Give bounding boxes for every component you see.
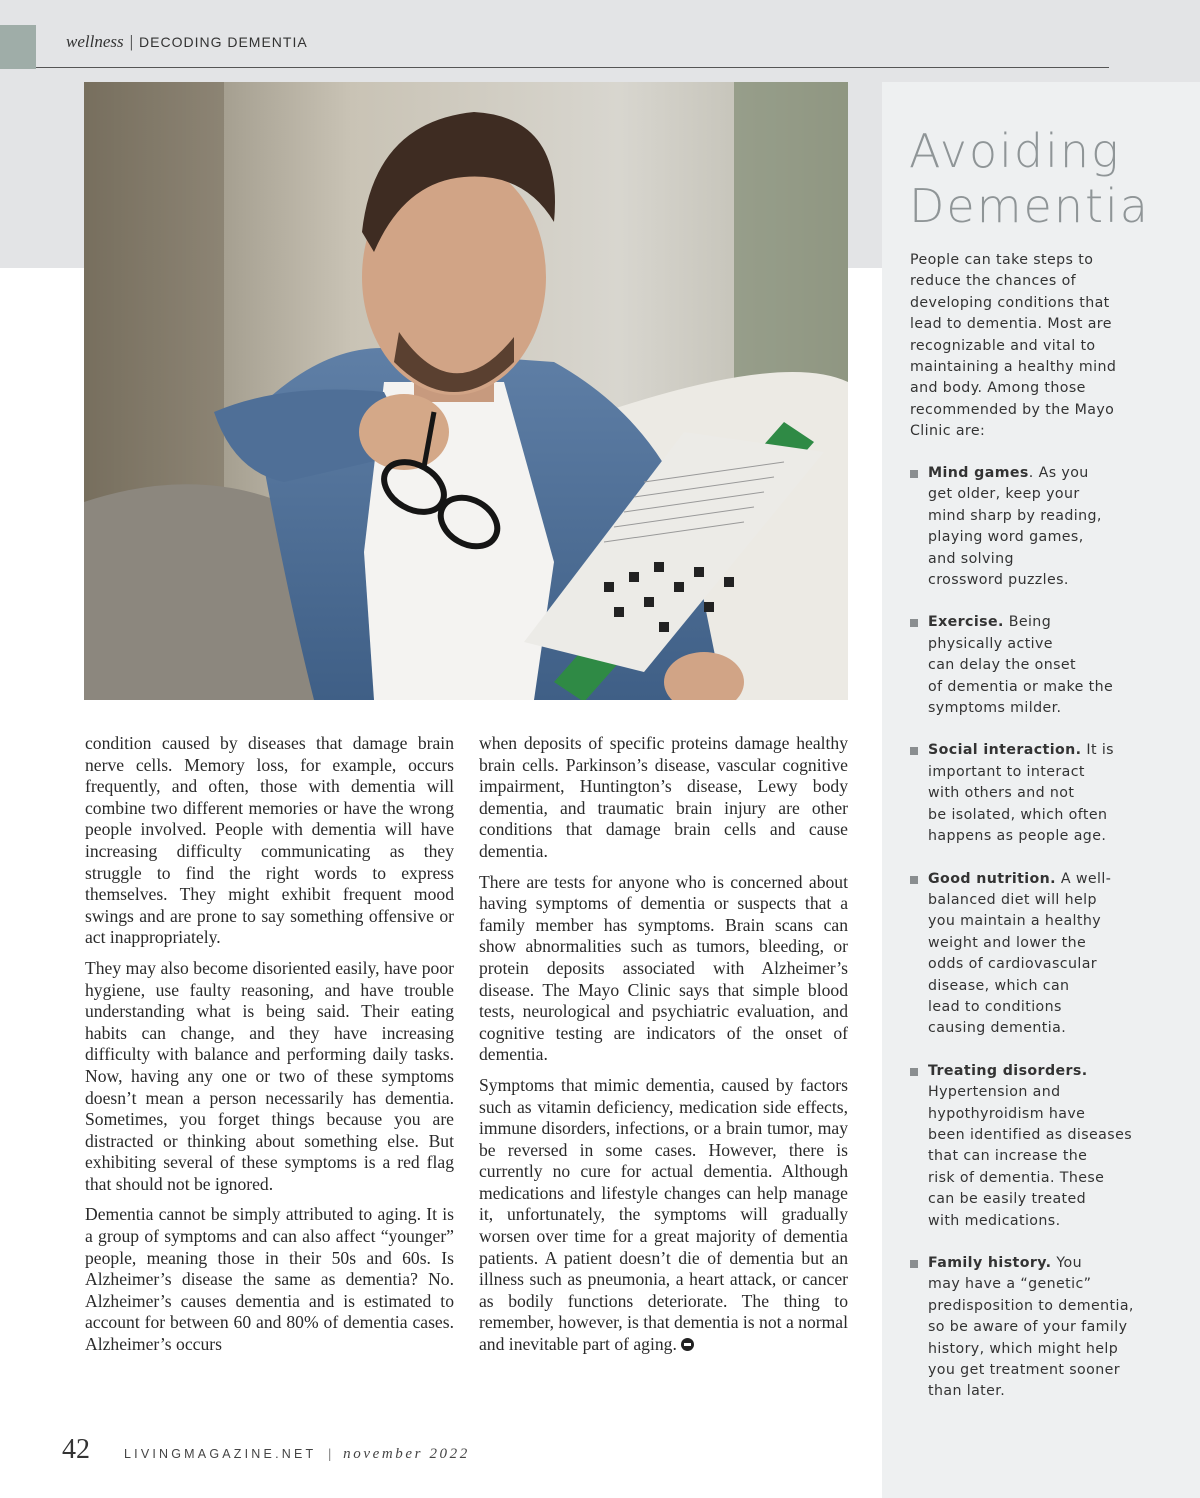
footer-line (124, 1446, 470, 1463)
sidebar-title (909, 124, 1179, 234)
article-column-1 (85, 733, 454, 1365)
sidebar-intro: People can take steps to reduce the chances of developing conditions that lead to dementia. Most are recognizable and vital to maintaining a healthy mind and body. Among those recommended by the Mayo Clinic are: (910, 252, 1117, 440)
header-rule (36, 67, 1109, 68)
sidebar-title-line1: Avoiding (909, 124, 1121, 178)
tip-heading: Family history. (928, 1255, 1052, 1271)
tip-text: You may have a “genetic” predisposition to dementia, so be aware of your family history, which might help you get treatment sooner than later. (928, 1255, 1134, 1400)
header-topic: DECODING DEMENTIA (139, 34, 308, 50)
tip-mind-games (910, 463, 1145, 591)
tip-good-nutrition (910, 869, 1145, 1040)
tip-heading: Mind games (928, 465, 1029, 481)
article-paragraph: condition caused by diseases that damage brain nerve cells. Memory loss, for example, occurs frequently, and often, those with dementia will combine two different memories or have the wrong people involved. People with dementia will have increasing difficulty communicating as they struggle to find the right words to express themselves. They might exhibit frequent mood swings and are prone to say something offensive or act inappropriately. (85, 733, 454, 948)
tip-heading: Treating disorders. (928, 1062, 1088, 1079)
tip-text: Being physically active can delay the onset of dementia or make the symptoms milder. (928, 614, 1114, 717)
tip-text: . As you get older, keep your mind sharp by reading, playing word games, and solving crossword puzzles. (928, 465, 1102, 589)
running-header (66, 32, 308, 52)
article-column-2 (479, 733, 848, 1365)
tip-family-history (910, 1253, 1145, 1403)
tip-heading: Social interaction. (928, 742, 1082, 759)
sidebar-tips-list (910, 463, 1145, 1424)
tip-text: Hypertension and hypothyroidism have been identified as diseases that can increase the risk of dementia. These can be easily treated with medications. (928, 1084, 1132, 1229)
end-of-article-icon (681, 1338, 694, 1351)
section-tab-marker (0, 25, 36, 69)
tip-text: A well- balanced diet will help you maintain a healthy weight and lower the odds of cardiovascular disease, which can lead to conditions causing dementia. (928, 870, 1112, 1037)
tip-treating-disorders (910, 1061, 1145, 1232)
article-paragraph-last (479, 1075, 848, 1356)
tip-exercise (910, 612, 1145, 719)
section-name: wellness (66, 32, 124, 51)
article-paragraph: There are tests for anyone who is concerned about having symptoms of dementia or suspects that a family member has symptoms. Brain scans can show abnormalities such as tumors, bleeding, or protein deposits associated with Alzheimer’s disease. The Mayo Clinic says that simple blood tests, neurological and psychiatric evaluation, and cognitive testing are indicators of the onset of dementia. (479, 871, 848, 1065)
square-bullet-icon (910, 619, 918, 627)
page-number: 42 (62, 1434, 90, 1465)
tip-text: It is important to interact with others and not be isolated, which often happens as people age. (928, 742, 1114, 845)
square-bullet-icon (910, 470, 918, 478)
article-paragraph: They may also become disoriented easily, have poor hygiene, use faulty reasoning, and have trouble understanding what is being said. Their eating habits can change, and they have increasing difficulty with balance and performing daily tasks. Now, having any one or two of these symptoms doesn’t mean a person necessarily has dementia. Sometimes, you forget things because you are distracted or thinking about something else. But exhibiting several of these symptoms is a red flag that should not be ignored. (85, 957, 454, 1194)
footer-site: LIVINGMAGAZINE.NET (124, 1447, 317, 1461)
article-paragraph: when deposits of specific proteins damage healthy brain cells. Parkinson’s disease, vascular cognitive impairment, Huntington’s disease, Lewy body dementia, and traumatic brain injury are other conditions that damage brain cells and cause dementia. (479, 733, 848, 861)
sidebar-title-line2: Dementia (909, 179, 1150, 233)
article-paragraph-text: Symptoms that mimic dementia, caused by factors such as vitamin deficiency, medication side effects, immune disorders, infections, or a brain tumor, may be reversed in some cases. However, there is currently no cure for actual dementia. Although medications and lifestyle changes can help manage it, unfortunately, the symptoms will gradually worsen over time for a great majority of dementia patients. A patient doesn’t die of dementia but an illness such as pneumonia, a heart attack, or cancer as bodily functions deteriorate. The thing to remember, however, is that dementia is not a normal and inevitable part of aging. (479, 1074, 848, 1355)
article-paragraph: Dementia cannot be simply attributed to aging. It is a group of symptoms and can also affect “younger” people, meaning those in their 50s and 60s. Is Alzheimer’s disease the same as dementia? No. Alzheimer’s causes dementia and is estimated to account for between 60 and 80% of dementia cases. Alzheimer’s occurs (85, 1204, 454, 1355)
tip-heading: Good nutrition. (928, 870, 1056, 887)
man-reading-crossword-photo (84, 82, 848, 700)
square-bullet-icon (910, 1260, 918, 1268)
square-bullet-icon (910, 1068, 918, 1076)
footer-separator: | (328, 1447, 332, 1462)
tip-heading: Exercise. (928, 614, 1004, 631)
square-bullet-icon (910, 747, 918, 755)
footer-issue: november 2022 (343, 1446, 470, 1462)
tip-social-interaction (910, 740, 1145, 847)
header-separator: | (129, 32, 134, 51)
square-bullet-icon (910, 876, 918, 884)
